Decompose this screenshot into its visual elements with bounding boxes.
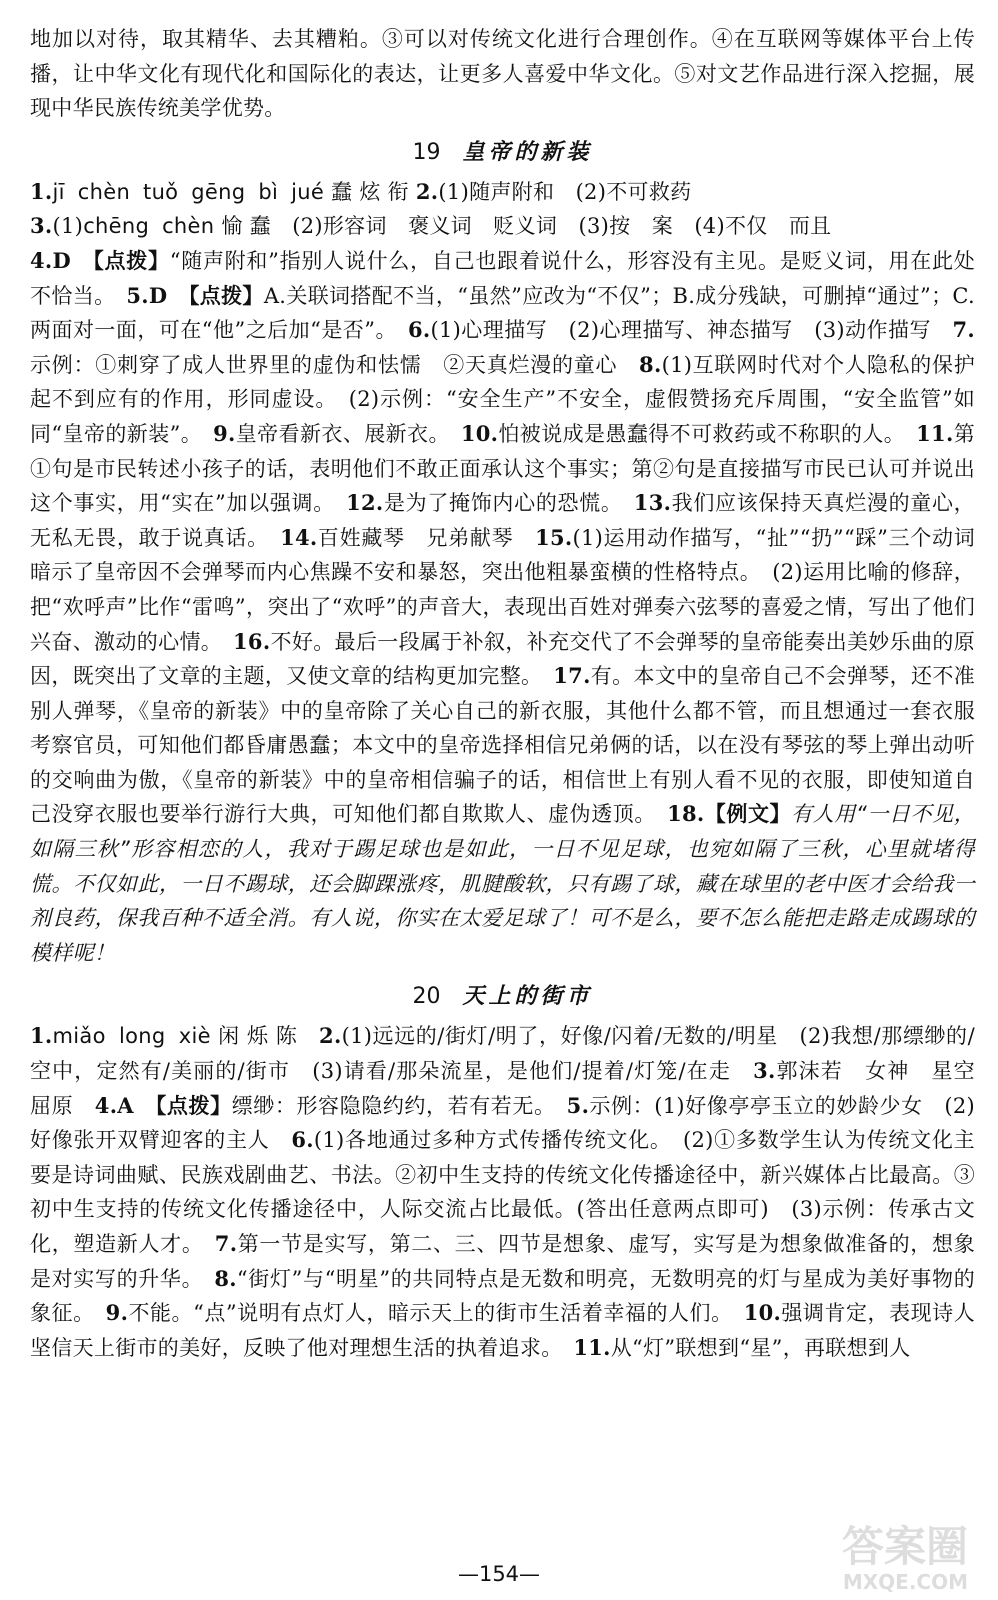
section-20-heading bbox=[30, 976, 975, 1017]
watermark-logo-text: 答案圈 bbox=[841, 1522, 968, 1571]
question-number: 1. bbox=[30, 178, 53, 204]
answer-text bbox=[71, 249, 93, 273]
pinyin-answer: chēng chèn bbox=[83, 214, 215, 239]
intro-paragraph: 地加以对待，取其精华、去其糟粕。③可以对传统文化进行合理创作。④在互联网等媒体平台上传播，让中华文化有现代化和国际化的表达，让更多人喜爱中华文化。⑤对文艺作品进行深入挖掘，展现中华民族传统美学优势。 bbox=[30, 27, 975, 121]
question-number: 16. bbox=[233, 628, 271, 654]
answer-text: 第①句是市民转述小孩子的话，表明他们不敢正面承认这个事实；第②句是直接描写市民已认可并说出这个事实，用“实在”加以强调。 bbox=[30, 421, 975, 516]
section-20-answers bbox=[30, 1019, 997, 1365]
answer-text: 闲 烁 陈 bbox=[210, 1024, 320, 1049]
question-number: 1. bbox=[30, 1023, 53, 1049]
tip-label: 【点拨】 bbox=[188, 282, 264, 308]
answer-text: 是为了掩饰内心的恐慌。 bbox=[383, 491, 634, 516]
answer-text: 怕被说成是愚蠢得不可救药或不称职的人。 bbox=[498, 421, 917, 446]
section-number: 19 bbox=[412, 139, 441, 165]
question-number: 5.D bbox=[126, 282, 168, 308]
answer-text: (1)随声附和 (2)不可救药 bbox=[438, 179, 692, 204]
answer-text: 百姓藏琴 兄弟献琴 bbox=[317, 525, 536, 550]
pinyin-answer: jī chèn tuǒ gēng bì jué bbox=[52, 179, 325, 204]
question-number: 2. bbox=[415, 178, 439, 204]
answer-page bbox=[30, 22, 997, 1365]
tip-label: 【点拨】 bbox=[93, 247, 170, 273]
answer-text: 从“灯”联想到“星”，再联想到人 bbox=[610, 1335, 911, 1360]
tip-label: 【点拨】 bbox=[155, 1092, 232, 1118]
answer-text: (1) bbox=[52, 214, 84, 239]
page-number: —154— bbox=[457, 1562, 541, 1586]
question-number: 11. bbox=[916, 420, 954, 446]
question-number: 3. bbox=[30, 213, 53, 239]
question-number: 7. bbox=[214, 1231, 238, 1256]
question-number: 11. bbox=[573, 1334, 611, 1360]
section-title: 天上的街市 bbox=[462, 983, 593, 1010]
question-number: 6. bbox=[407, 317, 431, 343]
watermark-logo bbox=[798, 1514, 978, 1594]
answer-text: (1)各地通过多种方式传播传统文化。 (2)①多数学生认为传统文化主要是诗词曲赋、民族戏剧曲艺、书法。②初中生支持的传统文化传播途径中，新兴媒体占比最高。③初中生支持的传统文化传播途径中，人际交流占比最低。(答出任意两点即可) (3)示例：传承古文化，塑造新人才。 bbox=[30, 1128, 975, 1256]
answer-text: 第一节是实写，第二、三、四节是想象、虚写，实写是为想象做准备的，想象是对实写的升华。 bbox=[30, 1232, 976, 1291]
question-number: 3. bbox=[753, 1058, 776, 1084]
answer-text: (1)运用动作描写，“扯”“扔”“踩”三个动词暗示了皇帝因不会弹琴而内心焦躁不安和暴怒，突出他粗暴蛮横的性格特点。 (2)运用比喻的修辞，把“欢呼声”比作“雷鸣”，突出了“欢呼”的声音大，表现出百姓对弹奏六弦琴的喜爱之情，写出了他们兴奋、激动的心情。 bbox=[30, 525, 976, 654]
answer-text: (1)互联网时代对个人隐私的保护起不到应有的作用，形同虚设。 (2)示例：“安全生产”不安全，虚假赞扬充斥周围，“安全监管”如同“皇帝的新装”。 bbox=[30, 352, 975, 446]
answer-text: 示例：(1)好像亭亭玉立的妙龄少女 (2)好像张开双臂迎客的主人 bbox=[30, 1093, 975, 1153]
answer-text: 示例：①刺穿了成人世界里的虚伪和怯懦 ②天真烂漫的童心 bbox=[30, 352, 640, 377]
answer-text: (1)心理描写 (2)心理描写、神态描写 (3)动作描写 bbox=[430, 318, 953, 343]
answer-text: 强调肯定，表现诗人坚信天上街市的美好，反映了他对理想生活的执着追求。 bbox=[30, 1301, 976, 1360]
answer-text bbox=[134, 1094, 156, 1118]
question-number: 9. bbox=[105, 1300, 129, 1326]
question-number: 15. bbox=[535, 524, 573, 550]
watermark-url: MXQE.COM bbox=[842, 1570, 968, 1594]
question-number: 8. bbox=[639, 351, 662, 377]
answer-text: 蠢 炫 衔 bbox=[324, 179, 416, 204]
answer-text: “随声附和”指别人说什么，自己也跟着说什么，形容没有主见。是贬义词，用在此处不恰当。 bbox=[30, 248, 975, 308]
answer-text: (1)远远的/街灯/明了，好像/闪着/无数的/明星 (2)我想/那缥缈的/空中，定然有/美丽的/街市 (3)请看/那朵流星，是他们/提着/灯笼/在走 bbox=[30, 1024, 975, 1084]
pinyin-answer: miǎo long xiè bbox=[52, 1024, 211, 1049]
answer-text: 我们应该保持天真烂漫的童心，无私无畏，敢于说真话。 bbox=[30, 491, 975, 550]
question-number: 9. bbox=[213, 420, 236, 446]
answer-text: “街灯”与“明星”的共同特点是无数和明亮，无数明亮的灯与星成为美好事物的象征。 bbox=[30, 1266, 975, 1326]
question-number: 8. bbox=[214, 1265, 237, 1291]
question-number: 4.A bbox=[94, 1092, 134, 1118]
question-number: 10. bbox=[460, 420, 499, 446]
answer-text: 愉 蠢 (2)形容词 褒义词 贬义词 (3)按 案 (4)不仅 而且 bbox=[214, 214, 832, 239]
sample-essay: 有人用“一日不见，如隔三秋”形容相恋的人，我对于踢足球也是如此，一日不见足球，也宛如隔了三秋，心里就堵得慌。不仅如此，一日不踢球，还会脚踝涨疼，肌腱酸软，只有踢了球，藏在球里的老中医才会给我一剂良药，保我百种不适全消。有人说，你实在太爱足球了！可不是么，要不怎么能把走路走成踢球的模样呢！ bbox=[30, 802, 976, 965]
answer-text: 不能。“点”说明有点灯人，暗示天上的街市生活着幸福的人们。 bbox=[128, 1301, 744, 1326]
question-number: 2. bbox=[319, 1023, 342, 1049]
question-number: 18. bbox=[667, 801, 705, 827]
answer-text: 皇帝看新衣、展新衣。 bbox=[235, 421, 461, 446]
answer-text: A.关联词搭配不当，“虽然”应改为“不仅”；B.成分残缺，可删掉“通过”；C.两面对一面，可在“他”之后加“是否”。 bbox=[30, 283, 975, 343]
question-number: 13. bbox=[633, 490, 672, 516]
question-number: 4.D bbox=[30, 247, 72, 273]
question-number: 7. bbox=[952, 317, 975, 343]
question-number: 6. bbox=[291, 1127, 314, 1153]
answer-text: 有。本文中的皇帝自己不会弹琴，还不准别人弹琴，《皇帝的新装》中的皇帝除了关心自己的新衣服，其他什么都不管，而且想通过一套衣服考察官员，可知他们都昏庸愚蠢；本文中的皇帝选择相信兄弟俩的话，以在没有琴弦的琴上弹出动听的交响曲为傲，《皇帝的新装》中的皇帝相信骗子的话，相信世上有别人看不见的衣服，即使知道自己没穿衣服也要举行游行大典，可知他们都自欺欺人、虚伪透顶。 bbox=[30, 664, 976, 827]
question-number: 17. bbox=[553, 663, 591, 689]
section-title: 皇帝的新装 bbox=[462, 138, 593, 165]
answer-text bbox=[167, 284, 188, 308]
tip-label: 【例文】 bbox=[704, 801, 792, 827]
question-number: 12. bbox=[346, 490, 384, 516]
answer-text: 郭沫若 女神 星空 屈原 bbox=[30, 1059, 997, 1118]
question-number: 5. bbox=[566, 1092, 590, 1118]
answer-text: 缥缈：形容隐隐约约，若有若无。 bbox=[231, 1093, 567, 1118]
question-number: 10. bbox=[743, 1300, 782, 1326]
answer-text: 不好。最后一段属于补叙，补充交代了不会弹琴的皇帝能奏出美妙乐曲的原因，既突出了文章的主题，又使文章的结构更加完整。 bbox=[30, 629, 976, 689]
section-19-heading bbox=[30, 132, 975, 173]
section-19-answers bbox=[30, 175, 975, 971]
section-number: 20 bbox=[412, 984, 441, 1010]
question-number: 14. bbox=[280, 524, 318, 550]
